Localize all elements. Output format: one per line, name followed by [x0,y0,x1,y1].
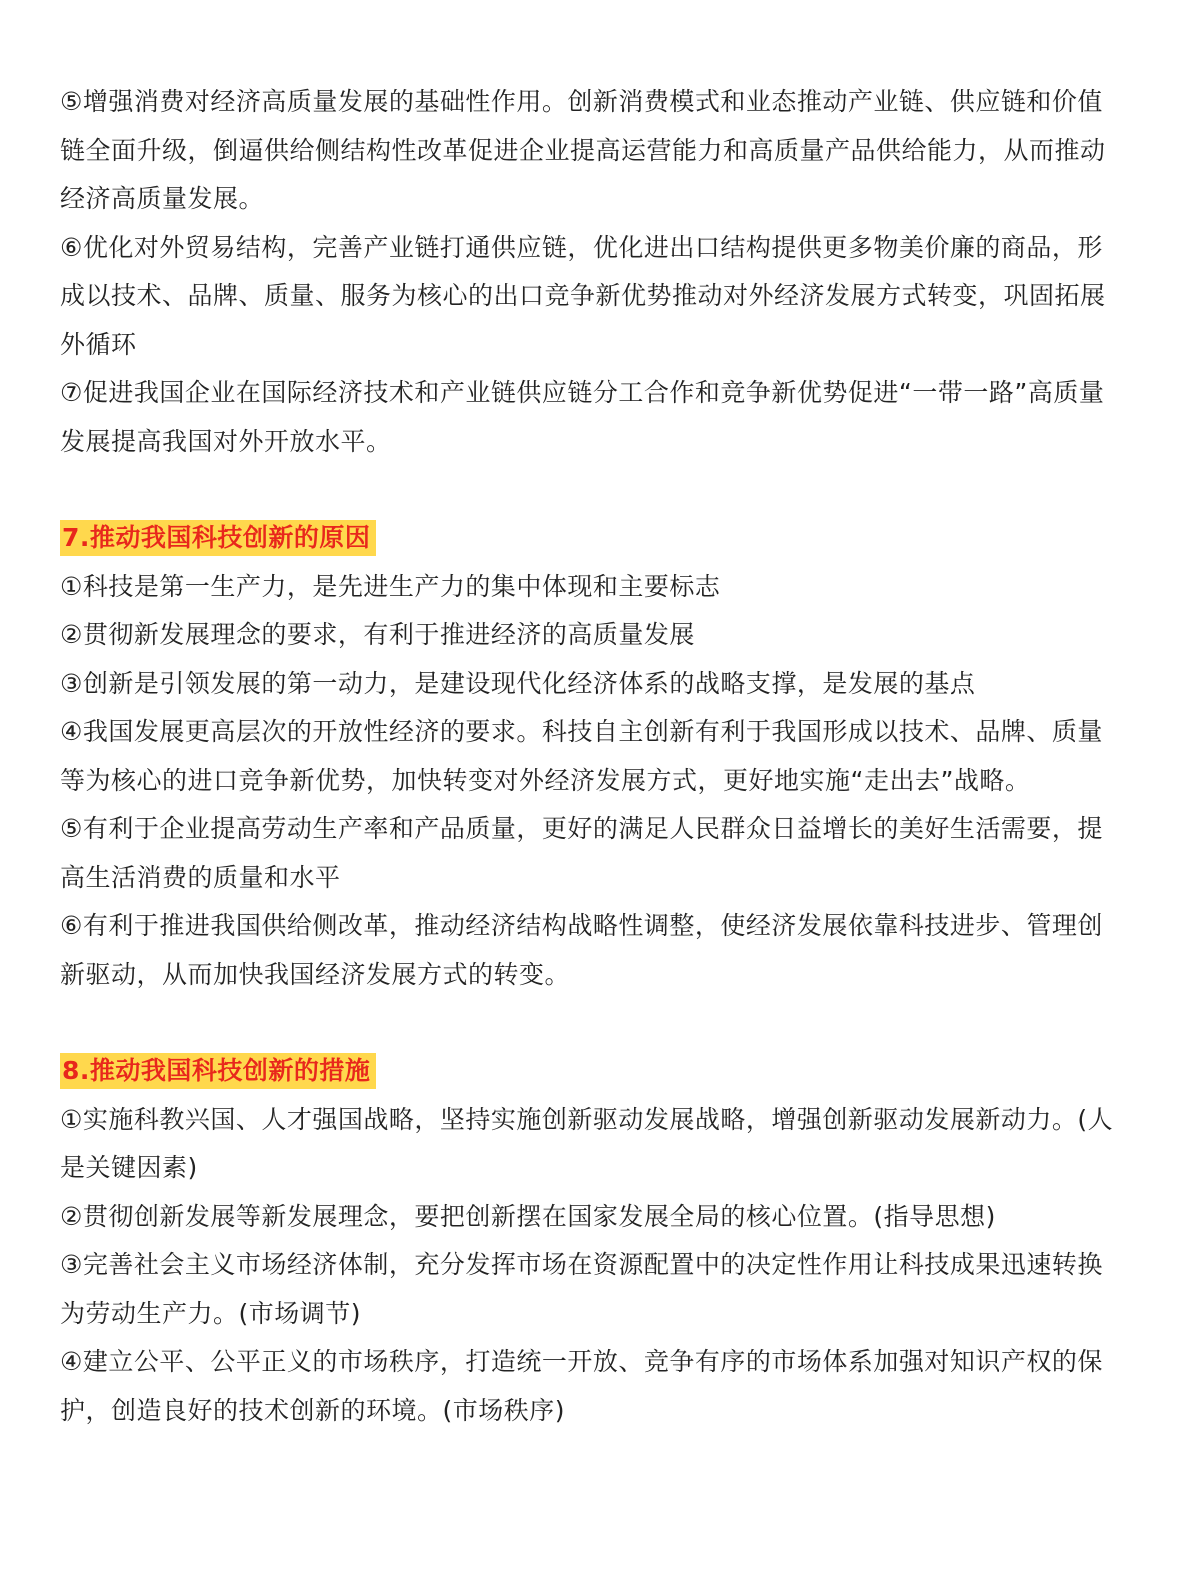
section-heading: 8.推动我国科技创新的措施 [60,1053,376,1089]
list-item: ⑤有利于企业提高劳动生产率和产品质量，更好的满足人民群众日益增长的美好生活需要，提高生活消费的质量和水平 [60,814,1103,892]
list-item: ④建立公平、公平正义的市场秩序，打造统一开放、竞争有序的市场体系加强对知识产权的保护，创造良好的技术创新的环境。(市场秩序) [60,1347,1103,1425]
list-item: ②贯彻新发展理念的要求，有利于推进经济的高质量发展 [60,620,695,649]
section-heading-wrap [60,1047,1120,1096]
section-measures [60,1047,1120,1435]
list-item: ③创新是引领发展的第一动力，是建设现代化经济体系的战略支撑，是发展的基点 [60,668,976,698]
list-item: ②贯彻创新发展等新发展理念，要把创新摆在国家发展全局的核心位置。(指导思想) [60,1201,996,1231]
list-item: ⑥有利于推进我国供给侧改革，推动经济结构战略性调整，使经济发展依靠科技进步、管理创新驱动，从而加快我国经济发展方式的转变。 [60,911,1103,989]
section-heading: 7.推动我国科技创新的原因 [60,520,376,556]
list-item: ④我国发展更高层次的开放性经济的要求。科技自主创新有利于我国形成以技术、品牌、质量等为核心的进口竞争新优势，加快转变对外经济发展方式，更好地实施“走出去”战略。 [60,717,1103,795]
list-item: ⑤增强消费对经济高质量发展的基础性作用。创新消费模式和业态推动产业链、供应链和价值链全面升级，倒逼供给侧结构性改革促进企业提高运营能力和高质量产品供给能力，从而推动经济高质量发展。 [60,87,1106,213]
list-item: ③完善社会主义市场经济体制，充分发挥市场在资源配置中的决定性作用让科技成果迅速转换为劳动生产力。(市场调节) [60,1250,1103,1328]
list-item: ⑦促进我国企业在国际经济技术和产业链供应链分工合作和竞争新优势促进“一带一路”高质量发展提高我国对外开放水平。 [60,378,1105,456]
list-item: ①科技是第一生产力，是先进生产力的集中体现和主要标志 [60,571,721,601]
list-item: ①实施科教兴国、人才强国战略，坚持实施创新驱动发展战略，增强创新驱动发展新动力。(人是关键因素) [60,1104,1114,1182]
list-item: ⑥优化对外贸易结构，完善产业链打通供应链，优化进出口结构提供更多物美价廉的商品，形成以技术、品牌、质量、服务为核心的出口竞争新优势推动对外经济发展方式转变，巩固拓展外循环 [60,232,1106,359]
top-list [60,78,1120,466]
section-reasons [60,514,1120,999]
document-page [60,78,1120,1435]
section-heading-wrap [60,514,1120,563]
